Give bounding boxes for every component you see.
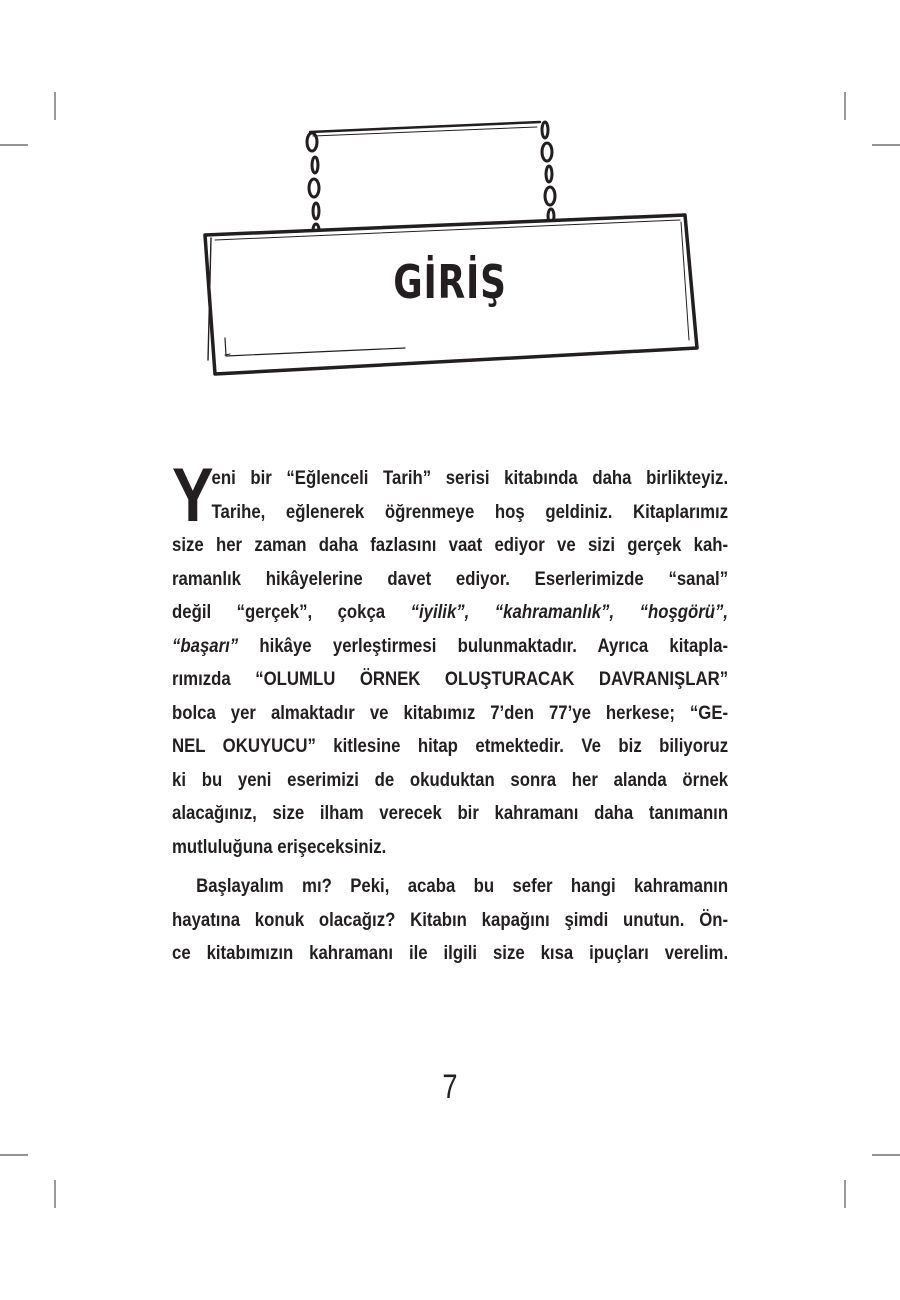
text-line: Başlayalım mı? Peki, acaba bu sefer hangi kahramanın [196,875,729,897]
text-line [172,630,728,664]
text-line: ki bu yeni eserimizi de okuduktan sonra her alanda örnek [172,768,729,791]
italic-phrase: “başarı” [172,634,239,657]
text-line: Tarihe, eğlenerek öğrenmeye hoş geldiniz. Kitaplarımız [211,500,729,523]
chapter-title: GİRİŞ [393,255,507,309]
text-line: rımızda “OLUMLU ÖRNEK OLUŞTURACAK DAVRANIŞLAR” [172,668,729,690]
text-line: ramanlık hikâyelerine davet ediyor. Eserlerimizde “sanal” [172,567,729,590]
body-text [172,453,729,971]
page-number: 7 [442,1068,458,1106]
text-line: alacağınız, size ilham verecek bir kahramanı daha tanımanın [172,802,729,824]
text-line: size her zaman daha fazlasını vaat ediyor ve sizi gerçek kah- [172,534,729,556]
paragraph-1 [172,453,729,864]
right-chain [542,122,555,223]
text-segment: değil “gerçek”, çokça [172,601,411,623]
text-line: eni bir “Eğlenceli Tarih” serisi kitabında daha birlikteyiz. [211,467,729,489]
drop-cap: Y [172,453,214,538]
text-line [172,596,728,630]
left-chain [307,133,319,236]
text-line: mutluluğuna erişeceksiniz. [172,835,387,858]
text-line: bolca yer almaktadır ve kitabımız 7’den 77’ye herkese; “GE- [172,701,729,724]
paragraph-2 [172,870,728,971]
text-line: NEL OKUYUCU” kitlesine hitap etmektedir. Ve biz biliyoruz [172,735,729,757]
text-line: hayatına konuk olacağız? Kitabın kapağını şimdi unutun. Ön- [172,908,729,931]
italic-phrase: “iyilik”, “kahramanlık”, “hoşgörü”, [410,601,729,623]
hanging-sign-illustration [195,110,705,385]
text-segment: hikâye yerleştirmesi bulunmaktadır. Ayrıca kitapla- [238,634,729,657]
text-line: ce kitabımızın kahramanı ile ilgili size kısa ipuçları verelim. [172,942,729,964]
